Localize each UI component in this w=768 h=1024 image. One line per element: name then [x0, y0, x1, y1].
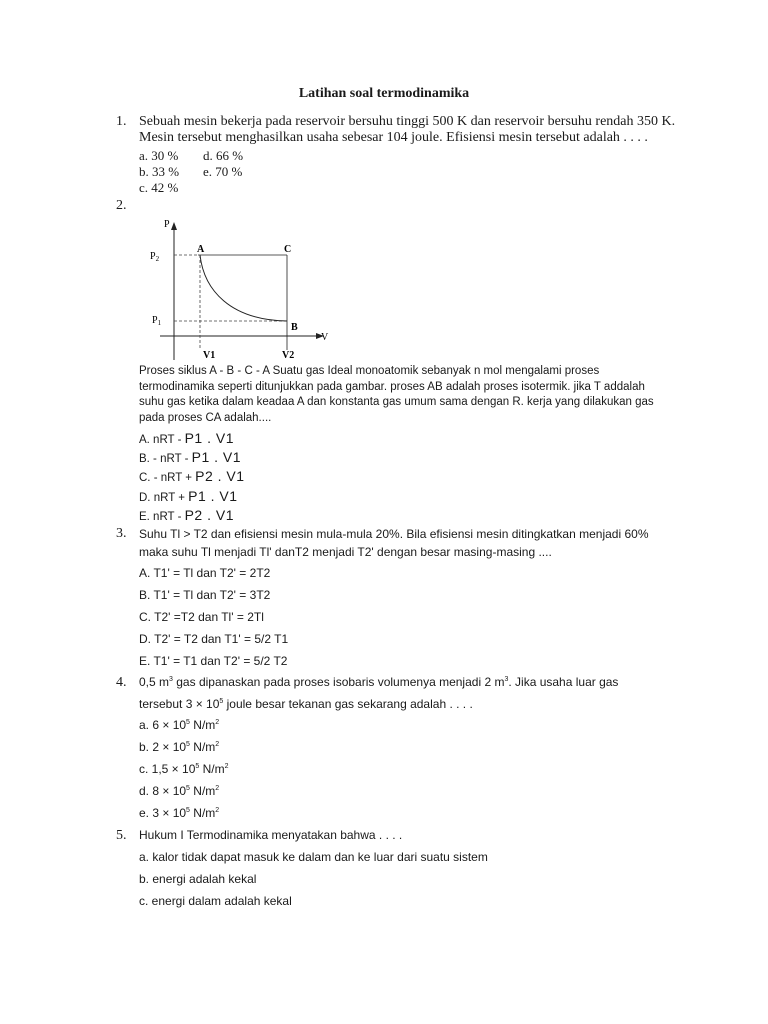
q2-option-b: B. - nRT - P1 . V1 [139, 449, 242, 465]
point-a-label: A [197, 244, 205, 255]
p2-label: $P_2$ [150, 251, 160, 263]
q3-option-a: A. T1' = Tl dan T2' = 2T2 [139, 566, 271, 580]
q2-option-e: E. nRT - P2 . V1 [139, 507, 235, 523]
v-axis-label: V [321, 332, 329, 343]
q5-text: Hukum I Termodinamika menyatakan bahwa . . . . [139, 828, 403, 842]
q1-number: 1. [116, 114, 127, 129]
p-axis-arrow [171, 222, 177, 230]
q5-option-c: c. energi dalam adalah kekal [139, 894, 292, 908]
q5-option-b: b. energi adalah kekal [139, 872, 257, 886]
v2-label: V2 [282, 350, 295, 361]
q1-option-a: a. 30 % [139, 148, 179, 163]
q2-description: Proses siklus A - B - C - A Suatu gas Ideal monoatomik sebanyak n mol mengalami proses termodinamika seperti ditunjukkan pada gambar. proses AB adalah proses isotermik. jika T addalah suhu gas ketika dalam keadaa A dan konstanta gas umum sama dengan R. kerja yang dilakukan gas pada proses CA adalah.... [139, 365, 654, 424]
q1-option-e: e. 70 % [203, 164, 243, 179]
q5-number: 5. [116, 828, 127, 843]
q2-option-c: C. - nRT + P2 . V1 [139, 468, 245, 484]
q1-option-b: b. 33 % [139, 164, 180, 179]
q5-option-a: a. kalor tidak dapat masuk ke dalam dan ke luar dari suatu sistem [139, 850, 488, 864]
point-c-label: C [284, 244, 292, 255]
q2-option-d: D. nRT + P1 . V1 [139, 488, 238, 504]
p-axis-label: P [164, 219, 170, 230]
q4-number: 4. [116, 675, 127, 690]
q3-number: 3. [116, 526, 127, 541]
q4-option-e: e. $3 \times 10^5$ $N/m^2$ [139, 806, 220, 820]
q2-number: 2. [116, 198, 127, 213]
q2-option-a: A. nRT - P1 . V1 [139, 430, 235, 446]
q1-option-c: c. 42 % [139, 180, 179, 195]
pv-diagram [140, 212, 340, 364]
v1-label: V1 [203, 350, 216, 361]
q4-option-a: a. $6 \times 10^5$ $N/m^2$ [139, 718, 220, 732]
process-ab-isotherm [200, 255, 287, 321]
q4-text-line2: tersebut $3 \times 10^5$ joule besar tekanan gas sekarang adalah . . . . [139, 697, 473, 711]
q1-option-d: d. 66 % [203, 148, 244, 163]
p1-label: $P_1$ [152, 315, 162, 327]
point-b-label: B [291, 322, 298, 333]
q3-option-c: C. T2' =T2 dan Tl' = 2Tl [139, 610, 264, 624]
q3-option-b: B. T1' = Tl dan T2' = 3T2 [139, 588, 271, 602]
q1-text: Sebuah mesin bekerja pada reservoir bersuhu tinggi 500 K dan reservoir bersuhu rendah 350 K. Mesin tersebut menghasilkan usaha sebesar 104 joule. Efisiensi mesin tersebut adalah . . . . [139, 114, 676, 145]
q4-text-line1: 0,5 $m^3$ gas dipanaskan pada proses isobaris volumenya menjadi 2 $m^3$. Jika usaha luar gas [139, 675, 619, 689]
q3-text: Suhu Tl > T2 dan efisiensi mesin mula-mula 20%. Bila efisiensi mesin ditingkatkan menjadi 60% maka suhu Tl menjadi Tl' danT2 menjadi T2' dengan besar masing-masing .... [139, 527, 649, 559]
q4-option-d: d. $8 \times 10^5$ $N/m^2$ [139, 784, 220, 798]
q4-option-b: b. $2 \times 10^5$ $N/m^2$ [139, 740, 220, 754]
q4-option-c: c. $1,5 \times 10^5$ $N/m^2$ [139, 762, 229, 776]
q3-option-e: E. T1' = T1 dan T2' = 5/2 T2 [139, 654, 288, 668]
q3-option-d: D. T2' = T2 dan T1' = 5/2 T1 [139, 632, 289, 646]
document-title: Latihan soal termodinamika [298, 86, 470, 101]
